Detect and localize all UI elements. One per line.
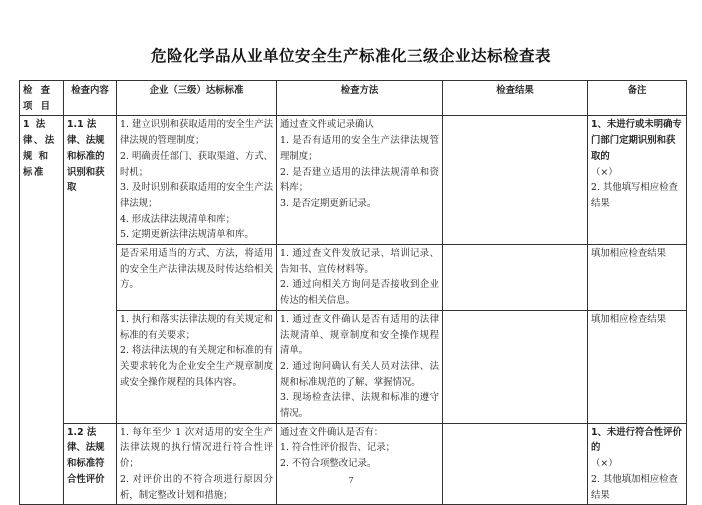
method-line: 2. 不符合项整改记录。: [280, 458, 377, 470]
remarks-line: （×）: [591, 458, 618, 470]
remarks-cell: [588, 310, 687, 423]
method-cell: [277, 116, 443, 245]
check-item-cell: 1 法律、法 规 和 标准: [20, 116, 64, 505]
method-line: 通过查文件确认是否有：: [280, 426, 384, 438]
standard-cell: [117, 116, 277, 245]
check-content-cell: 1.2 法律、法规和标准符合性评价: [64, 423, 117, 505]
method-line: 1. 通过查文件发放记录、培训记录、告知书、宣传材料等。: [280, 248, 439, 275]
method-line: 1. 通过查文件确认是否有适用的法律法规清单、规章制度和安全操作规程清单。: [280, 313, 439, 357]
method-line: 1. 符合性评价报告、记录；: [280, 442, 396, 454]
table-row: [20, 423, 687, 505]
table-row: [20, 116, 687, 245]
remarks-cell: [588, 245, 687, 311]
header-content: 检查内容: [64, 81, 117, 116]
page-title: 危险化学品从业单位安全生产标准化三级企业达标检查表: [150, 47, 551, 65]
header-method: 检查方法: [277, 81, 443, 116]
standard-line: 2. 对评价出的不符合项进行原因分析，制定整改计划和措施；: [120, 473, 273, 501]
method-line: 3. 是否定期更新记录。: [280, 197, 377, 209]
method-cell: [277, 245, 443, 311]
standard-line: 3. 及时识别和获取适用的安全生产法律法规；: [120, 182, 273, 209]
page-number: 7: [348, 476, 354, 485]
standard-line: 4. 形成法律法规清单和库；: [120, 213, 236, 225]
remarks-cell: [588, 116, 687, 245]
remarks-line: 填加相应检查结果: [591, 248, 667, 260]
table-row: [20, 310, 687, 423]
remarks-line: 2. 其他填写相应检查结果: [591, 182, 678, 209]
standard-cell: [117, 423, 277, 505]
method-line: 3. 现场检查法律、法规和标准的遵守情况。: [280, 392, 439, 420]
remarks-bold-line: 1、未进行符合性评价的: [591, 426, 682, 454]
result-cell: [443, 423, 588, 505]
standard-line: 5. 定期更新法律法规清单和库。: [120, 229, 254, 241]
method-line: 1. 是否有适用的安全生产法律法规管理制度；: [280, 135, 439, 162]
standard-cell: [117, 245, 277, 311]
header-result: 检查结果: [443, 81, 588, 116]
standard-line: 1. 建立识别和获取适用的安全生产法律法规的管理制度；: [120, 119, 273, 147]
remarks-cell: [588, 423, 687, 505]
method-line: 2. 通过向相关方询问是否接收到企业传达的相关信息。: [280, 279, 439, 307]
remarks-line: 2. 其他填加相应检查结果: [591, 473, 678, 501]
table-row: [20, 245, 687, 311]
header-item: 检 查 项 目: [20, 81, 64, 116]
result-cell: [443, 245, 588, 311]
standard-line: 2. 将法律法规的有关规定和标准的有关要求转化为企业安全生产规章制度或安全操作规程的具体内容。: [120, 345, 273, 388]
check-content-cell: 1.1 法律、法规和标准的识别和获取: [64, 116, 117, 423]
method-cell: [277, 310, 443, 423]
remarks-line: 填加相应检查结果: [591, 313, 667, 325]
remarks-bold-line: 1、未进行或未明确专门部门定期识别和获取的: [591, 119, 682, 162]
result-cell: [443, 310, 588, 423]
method-cell: [277, 423, 443, 505]
header-standard: 企业（三级）达标标准: [117, 81, 277, 116]
standard-line: 2. 明确责任部门、获取渠道、方式、时机；: [120, 150, 273, 178]
standard-line: 是否采用适当的方式、方法，将适用的安全生产法律法规及时传达给相关方。: [120, 248, 273, 291]
header-row: [20, 81, 687, 116]
standard-line: 1. 每年至少 1 次对适用的安全生产法律法规的执行情况进行符合性评价；: [120, 426, 273, 470]
check-table: [19, 80, 687, 505]
method-line: 2. 通过询问确认有关人员对法律、法规和标准规范的了解、掌握情况。: [280, 360, 439, 388]
standard-line: 1. 执行和落实法律法规的有关规定和标准的有关要求；: [120, 313, 273, 341]
remarks-line: （×）: [591, 166, 618, 178]
method-line: 通过查文件或记录确认: [280, 119, 374, 131]
header-remarks: 备注: [588, 81, 687, 116]
method-line: 2. 是否建立适用的法律法规清单和资料库；: [280, 166, 439, 194]
standard-cell: [117, 310, 277, 423]
result-cell: [443, 116, 588, 245]
